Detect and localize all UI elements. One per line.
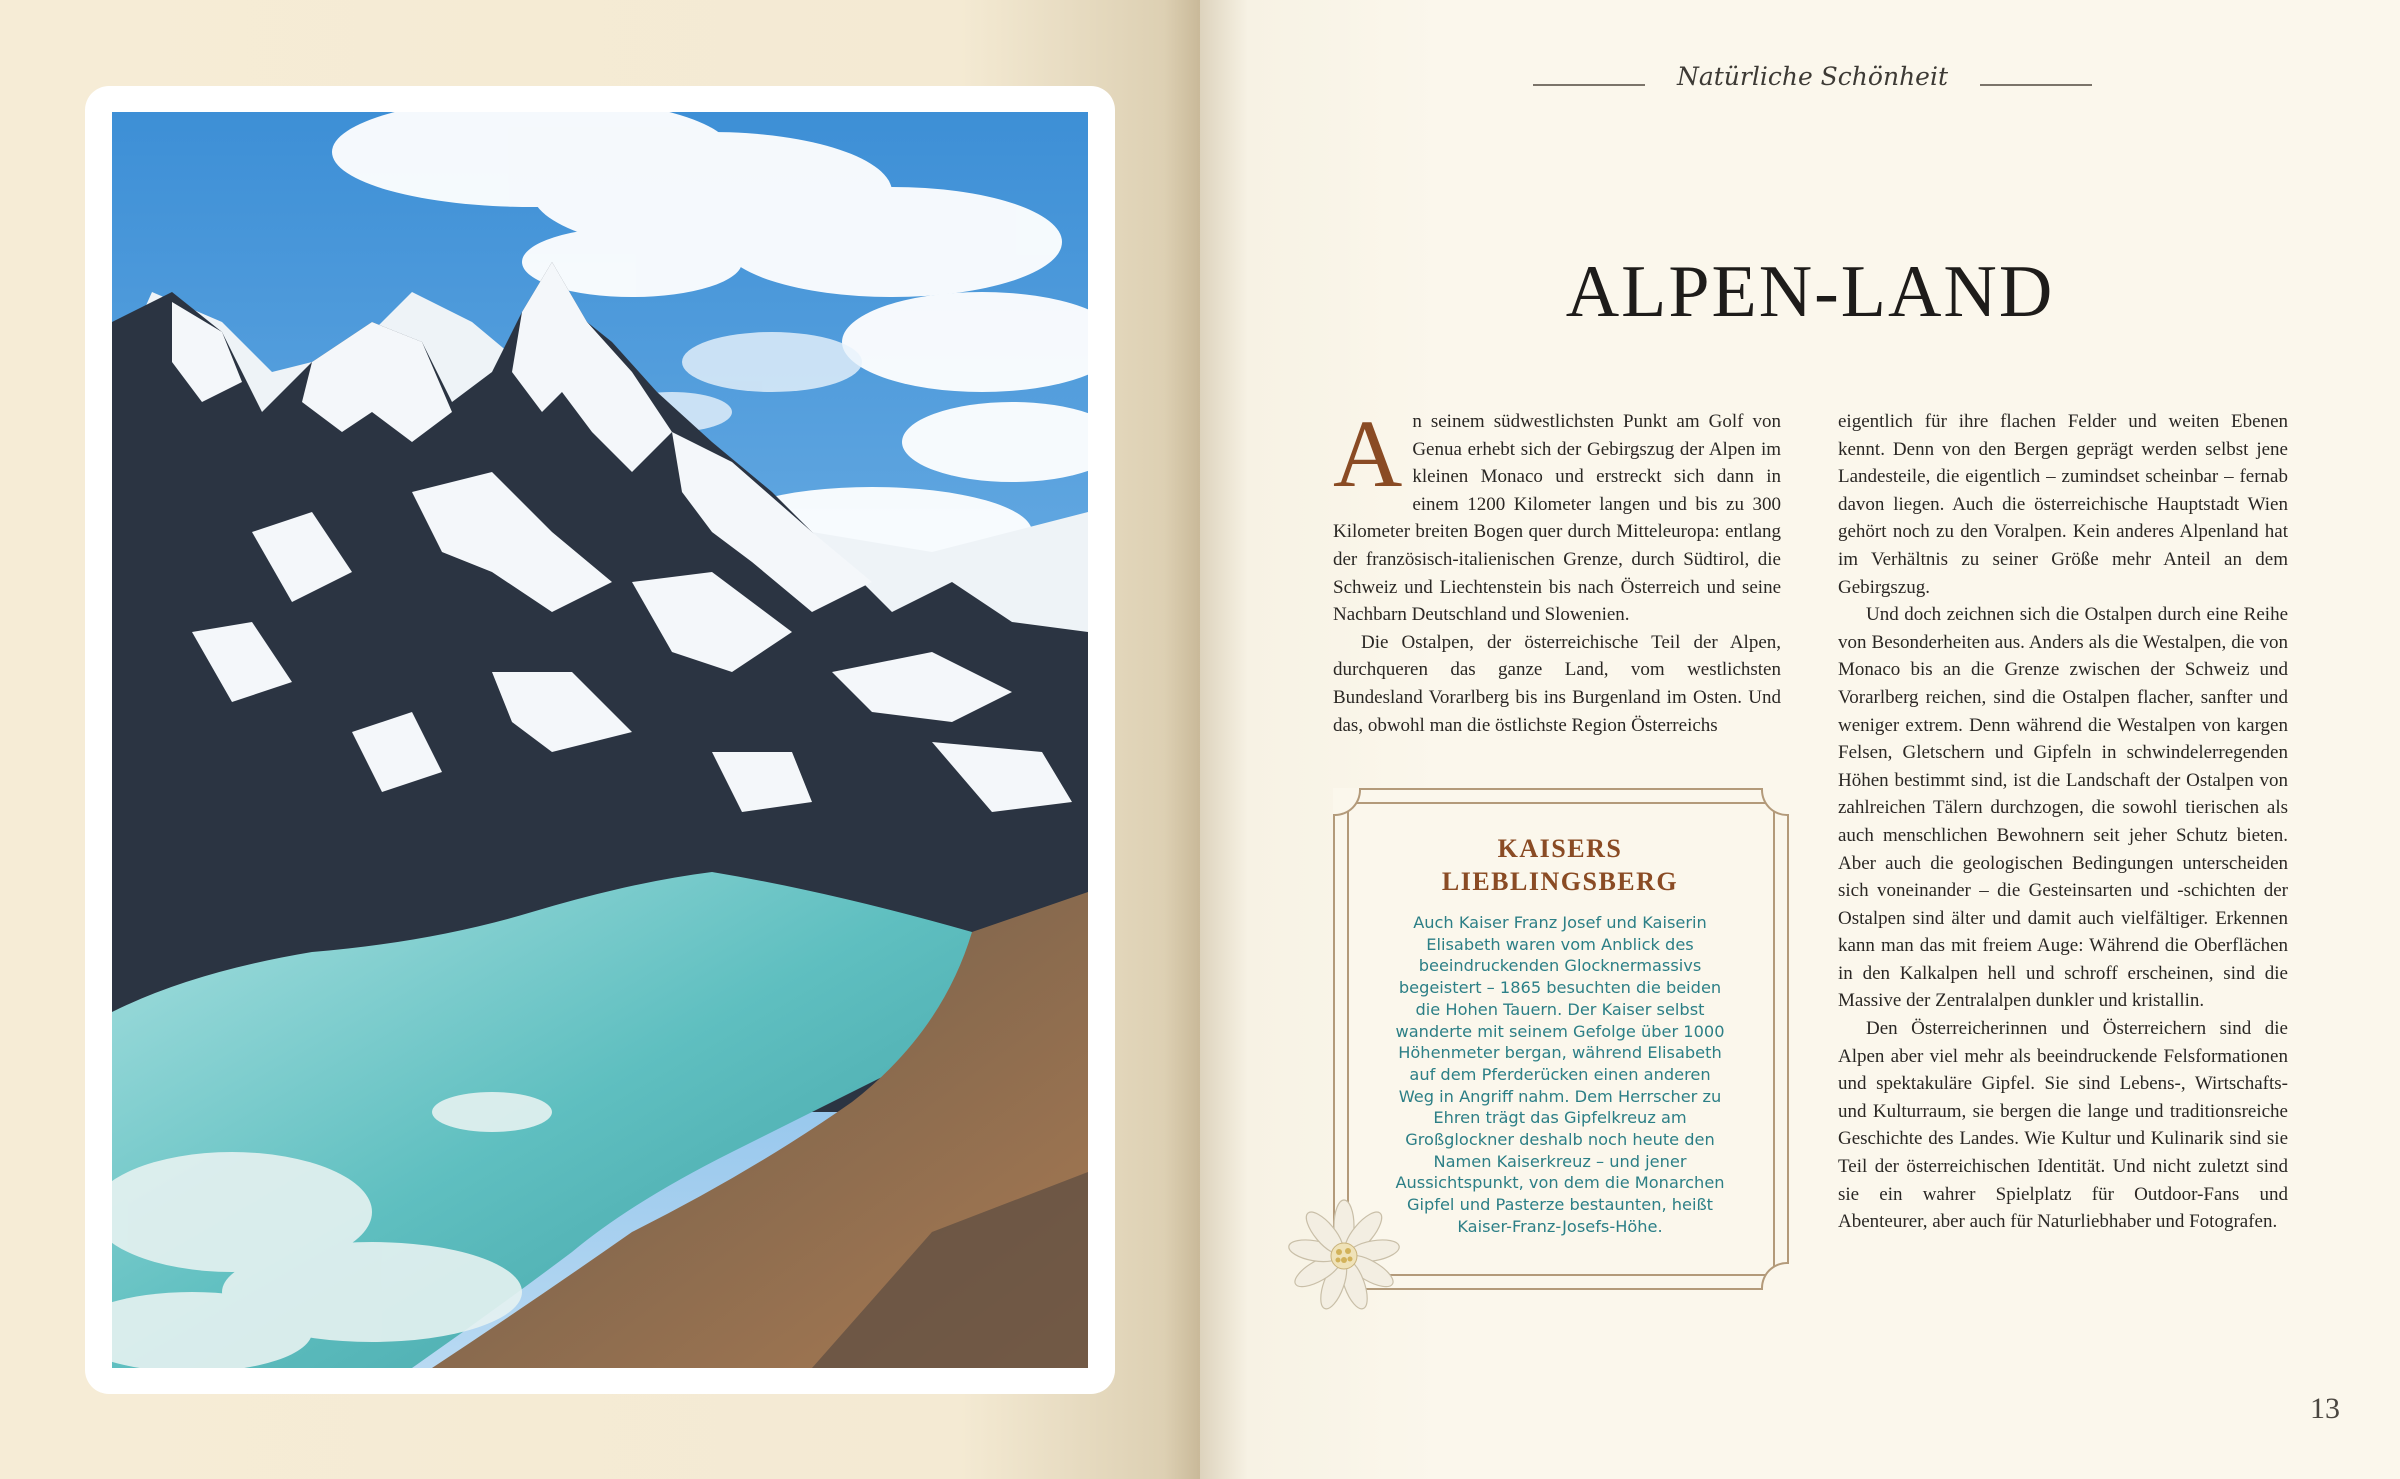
body-column-1 (1333, 400, 1781, 739)
drop-cap: A (1333, 400, 1403, 507)
paragraph: eigentlich für ihre flachen Felder und weiten Ebenen kennt. Denn von den Bergen geprägt werden selbst jene Landesteile, die eigentlich – zumindset scheinbar – fernab davon liegen. Auch die österreichische Hauptstadt Wien gehört noch zu den Voralpen. Kein anderes Alpenland hat im Verhältnis zu seiner Größe mehr Anteil an dem Gebirgszug. (1838, 411, 2288, 598)
paragraph: Den Österreicherinnen und Österreichern sind die Alpen aber viel mehr als beeindruckende Felsformationen und spektakuläre Gipfel. Sie sind Lebens-, Wirtschafts- und Kulturraum, sie bergen die lange und traditionsreiche Geschichte des Landes. Wie Kultur und Kulinarik sind sie Teil der österreichischen Identität. Und nicht zuletzt sind sie ein wahrer Spielplatz für Outdoor-Fans und Abenteurer, aber auch für Naturliebhaber und Fotografen. (1838, 1018, 2288, 1233)
sidebar-box-text: Auch Kaiser Franz Josef und Kaiserin Elisabeth waren vom Anblick des beeindruckenden Glocknermassivs begeistert – 1865 besuchten die beiden die Hohen Tauern. Der Kaiser selbst wanderte mit seinem Gefolge über 1000 Höhenmeter bergan, während Elisabeth auf dem Pferderücken einen anderen Weg in Angriff nahm. Dem Herrscher zu Ehren trägt das Gipfelkreuz am Großglockner deshalb noch heute den Namen Kaiserkreuz – und jener Aussichtspunkt, von dem die Monarchen Gipfel und Pasterze bestaunten, heißt Kaiser-Franz-Josefs-Höhe. (1395, 913, 1725, 1236)
frame-corner (1333, 788, 1361, 816)
paragraph-text: n seinem südwestlichsten Punkt am Golf von Genua erhebt sich der Gebirgszug der Alpen im kleinen Monaco und erstreckt sich dann in einem 1200 Kilometer langen und bis zu 300 Kilometer breiten Bogen quer durch Mitteleuropa: entlang der französisch-italienischen Grenze, durch Südtirol, die Schweiz und Liechtenstein bis nach Österreich und seine Nachbarn Deutschland und Slowenien. (1333, 411, 1781, 626)
paragraph: Die Ostalpen, der österreichische Teil der Alpen, durchqueren das ganze Land, vom westlichsten Bundesland Vorarlberg bis ins Burgenland im Osten. Und das, obwohl man die östlichste Region Österreichs (1333, 631, 1781, 736)
frame-corner (1761, 1262, 1789, 1290)
article-title: ALPEN-LAND (1565, 251, 2055, 333)
paragraph: Und doch zeichnen sich die Ostalpen durch eine Reihe von Besonderheiten aus. Anders als die Westalpen, die von Monaco bis an die Grenze zwischen der Schweiz und Vorarlberg reichen, sind die Ostalpen flacher, sanfter und weniger extrem. Denn während die Westalpen von kargen Felsen, Gletschern und Gipfeln in schwindelerregenden Höhen bestimmt sind, ist die Landschaft der Ostalpen von zahlreichen Tälern durchzogen, die sowohl tierischen als auch menschlichen Bewohnern seit jeher Schutz bieten. Aber auch die geologischen Bedingungen unterscheiden sich voneinander – die Gesteinsarten und -schichten der Ostalpen sind älter und damit auch vielfältiger. Erkennen kann man das mit freiem Auge: Während die Oberflächen in den Kalkalpen hell und schroff erscheinen, sind die Massive der Zentralalpen dunkler und kristallin. (1838, 604, 2288, 1012)
mountain-glacier-photo (112, 112, 1088, 1368)
section-kicker: Natürliche Schönheit (1676, 62, 1949, 91)
photo-frame (85, 86, 1115, 1394)
frame-corner (1761, 788, 1789, 816)
body-column-2 (1838, 408, 2288, 1236)
paragraph (1333, 400, 1781, 629)
edelweiss-icon (1286, 1198, 1402, 1314)
sidebar-box-title (1345, 832, 1775, 898)
page-number: 13 (2310, 1392, 2340, 1425)
sidebar-title-line: KAISERS (1497, 834, 1623, 863)
kicker-rule-left (1533, 84, 1645, 86)
kicker-rule-right (1980, 84, 2092, 86)
sidebar-title-line: LIEBLINGSBERG (1441, 867, 1679, 896)
